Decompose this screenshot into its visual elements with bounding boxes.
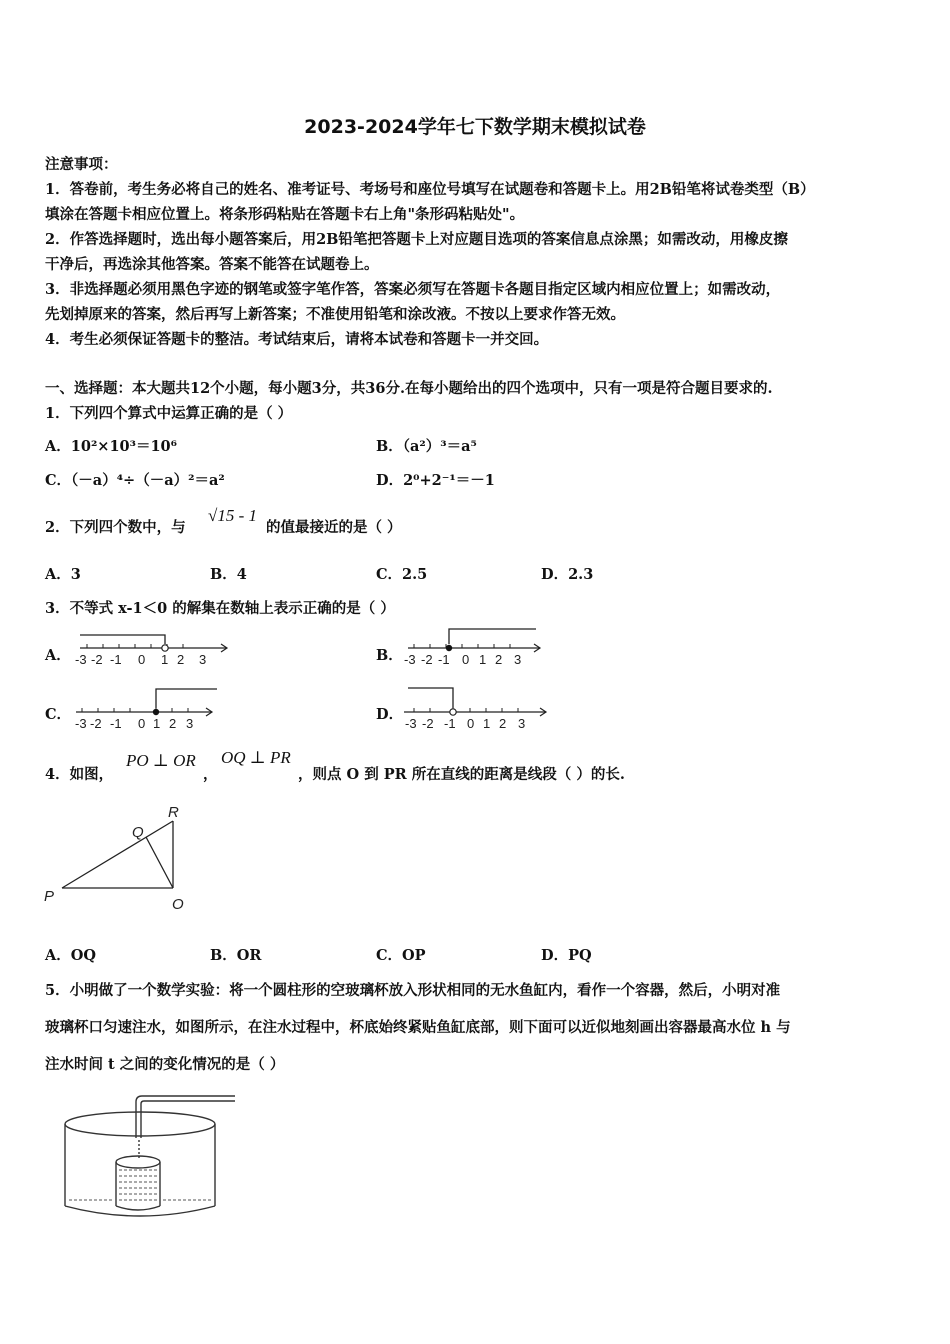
water-pipe [136,1096,235,1138]
q4-option-c: C．OP [376,947,426,964]
q1-stem: 1．下列四个算式中运算正确的是（ ） [45,405,293,422]
notice-line: 填涂在答题卡相应位置上。将条形码粘贴在答题卡右上角"条形码粘贴处"。 [45,206,525,223]
tick-label: 1 [483,716,491,731]
number-line-d [400,684,550,732]
q1-option-a: A．10²×10³＝10⁶ [45,438,178,455]
segment-oq [146,837,173,888]
q2-stem-post: 的值最接近的是（ ） [266,519,402,536]
number-line-a [72,623,232,667]
q4-comma: ， [203,766,218,783]
tick-label: 0 [462,652,470,667]
segment-pr [62,821,173,888]
notice-line: 2．作答选择题时，选出每小题答案后，用2B铅笔把答题卡上对应题目选项的答案信息点涂黑；如需改动，用橡皮擦 [45,231,788,248]
solution-ray [408,688,453,708]
tick-label: -1 [110,652,122,667]
q5-line: 5．小明做了一个数学实验：将一个圆柱形的空玻璃杯放入形状相同的无水鱼缸内，看作一个容器，然后，小明对准 [45,982,781,999]
tick-label: 2 [177,652,185,667]
aquarium-figure [55,1088,245,1228]
q5-line: 玻璃杯口匀速注水，如图所示，在注水过程中，杯底始终紧贴鱼缸底部，则下面可以近似地刻画出容器最高水位 h 与 [45,1019,791,1036]
number-line-c [72,684,222,732]
tank-bottom [65,1206,215,1216]
tick-label: 0 [138,716,146,731]
q2-option-d: D．2.3 [541,566,594,583]
tick-label: 0 [467,716,475,731]
triangle-figure [40,800,200,915]
notice-line: 4．考生必须保证答题卡的整洁。考试结束后，请将本试卷和答题卡一并交回。 [45,331,549,348]
tick-label: 1 [161,652,169,667]
tick-label: 2 [495,652,503,667]
tick-label: -1 [438,652,450,667]
solution-ray [449,629,536,644]
notice-heading: 注意事项： [45,156,118,173]
section-heading: 一、选择题：本大题共12个小题，每小题3分，共36分.在每小题给出的四个选项中，只有一项是符合题目要求的. [45,380,773,397]
tick-label: -3 [75,716,87,731]
q1-option-b: B．（a²）³＝a⁵ [376,438,477,455]
cup-bottom [116,1206,160,1210]
q3-label-b: B． [376,647,403,664]
tick-label: -3 [405,716,417,731]
q2-option-a: A．3 [45,566,81,583]
q2-expression: √15 - 1 [208,506,257,525]
tick-label: -2 [421,652,433,667]
tick-label: 0 [138,652,146,667]
open-point [450,709,456,715]
tick-label: -2 [91,652,103,667]
q4-option-a: A．OQ [45,947,97,964]
tick-label: 2 [169,716,177,731]
tick-label: 2 [499,716,507,731]
filled-point [153,709,159,715]
q4-option-d: D．PQ [541,947,592,964]
q3-label-a: A． [45,647,71,664]
tick-label: 1 [479,652,487,667]
filled-point [446,645,452,651]
tick-label: 3 [186,716,194,731]
solution-ray [80,635,165,644]
tick-label: -3 [75,652,87,667]
tick-label: -2 [422,716,434,731]
tick-label: 1 [153,716,161,731]
q2-option-c: C．2.5 [376,566,428,583]
q3-label-d: D． [376,706,404,723]
notice-line: 干净后，再选涂其他答案。答案不能答在试题卷上。 [45,256,379,273]
tick-label: -1 [110,716,122,731]
point-o-label: O [172,896,184,913]
cup-top [116,1156,160,1168]
point-q-label: Q [132,824,144,841]
tank-top [65,1112,215,1136]
point-r-label: R [168,804,179,821]
tick-label: -3 [404,652,416,667]
point-p-label: P [44,888,55,905]
tick-label: 3 [199,652,207,667]
number-line-b [400,623,545,667]
page-title: 2023-2024学年七下数学期末模拟试卷 [304,116,646,138]
q4-stem-post: ，则点 O 到 PR 所在直线的距离是线段（ ）的长. [298,766,625,783]
tick-label: 3 [514,652,522,667]
solution-ray [156,689,217,708]
q4-condition-2: OQ ⊥ PR [221,748,291,767]
tick-label: -1 [444,716,456,731]
q2-option-b: B．4 [210,566,247,583]
notice-line: 3．非选择题必须用黑色字迹的钢笔或签字笔作答，答案必须写在答题卡各题目指定区域内相应位置上；如需改动， [45,281,781,298]
open-point [162,645,168,651]
q5-line: 注水时间 t 之间的变化情况的是（ ） [45,1056,285,1073]
tick-label: -2 [90,716,102,731]
tick-label: 3 [518,716,526,731]
q1-option-c: C．（－a）⁴÷（－a）²＝a² [45,472,225,489]
q3-label-c: C． [45,706,72,723]
q4-option-b: B．OR [210,947,262,964]
q4-stem-pre: 4．如图， [45,766,114,783]
q1-option-d: D．2⁰+2⁻¹＝－1 [376,472,495,489]
q3-stem: 3．不等式 x-1＜0 的解集在数轴上表示正确的是（ ） [45,600,395,617]
notice-line: 1．答卷前，考生务必将自己的姓名、准考证号、考场号和座位号填写在试题卷和答题卡上。用2B铅笔将试卷类型（B） [45,181,815,198]
q2-stem-pre: 2．下列四个数中，与 [45,519,186,536]
notice-line: 先划掉原来的答案，然后再写上新答案；不准使用铅笔和涂改液。不按以上要求作答无效。 [45,306,625,323]
q4-condition-1: PO ⊥ OR [126,751,196,770]
water-pipe-inner [141,1101,235,1138]
